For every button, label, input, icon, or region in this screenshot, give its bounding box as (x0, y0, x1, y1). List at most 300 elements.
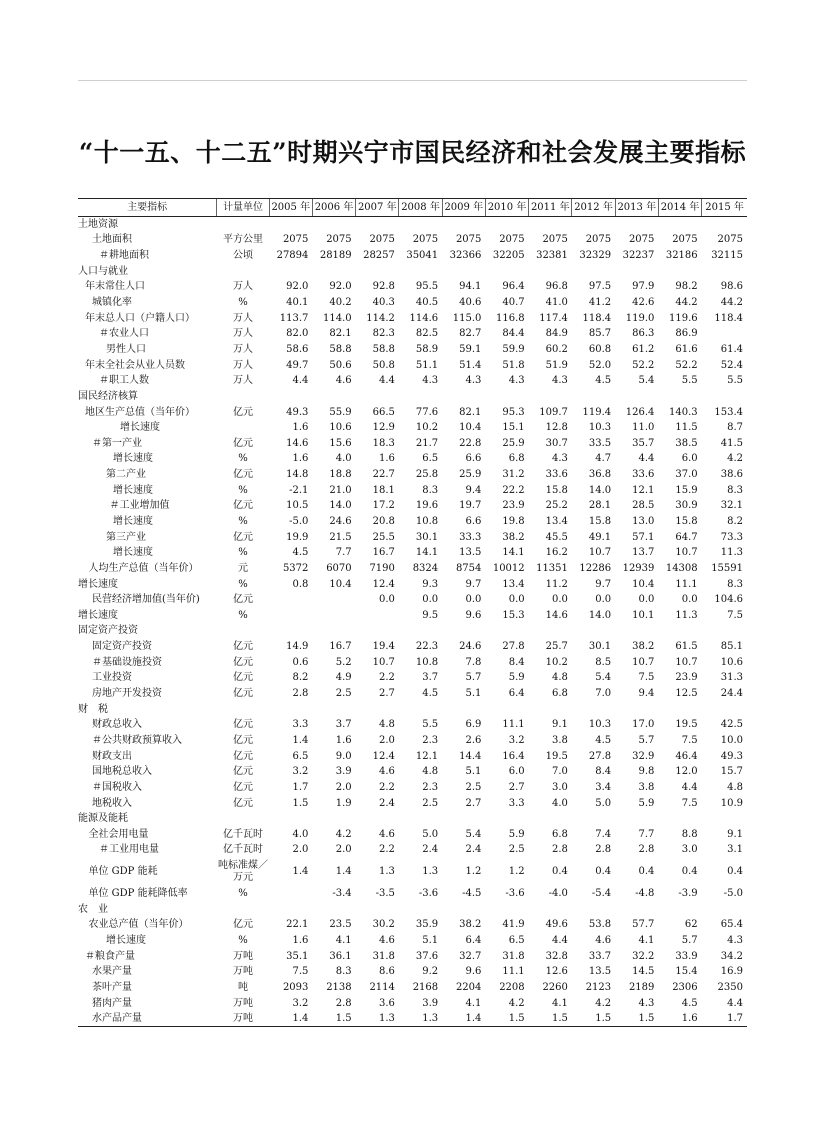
cell-value: 7.8 (465, 656, 482, 668)
table-row (78, 342, 747, 358)
cell-value: 65.4 (720, 919, 743, 931)
cell-value: 13.5 (459, 547, 482, 559)
cell-value: 13.4 (545, 515, 568, 527)
cell-value: 2075 (282, 234, 309, 246)
cell-value: 19.6 (415, 500, 439, 512)
cell-value: 8.3 (727, 484, 743, 496)
cell-value: 5372 (282, 562, 309, 574)
cell-value: 52.2 (675, 359, 698, 371)
cell-value: 4.4 (638, 453, 655, 465)
cell-value: 1.4 (442, 1011, 485, 1027)
cell-value: 40.1 (286, 297, 309, 309)
cell-value: 42.6 (632, 297, 655, 309)
cell-value: 16.7 (329, 641, 352, 653)
cell-value (356, 263, 399, 279)
cell-value: 11.0 (632, 422, 655, 434)
cell-value: 58.8 (372, 343, 395, 355)
row-label: ＃工业增加值 (109, 500, 170, 512)
cell-value: 2260 (542, 981, 568, 993)
cell-value: 11.1 (675, 578, 698, 590)
cell-value: 27.8 (588, 750, 612, 762)
cell-value: 114.6 (409, 312, 439, 324)
cell-value: 15.8 (675, 515, 698, 527)
cell-value: 32329 (579, 250, 612, 262)
table-row (78, 420, 747, 436)
cell-value: 40.3 (372, 297, 395, 309)
table-row (78, 576, 747, 592)
cell-value: 27894 (276, 250, 309, 262)
cell-value: 10.6 (720, 656, 743, 668)
cell-value: 10.3 (588, 719, 612, 731)
cell-value: 49.6 (545, 919, 568, 931)
cell-value: 4.2 (335, 828, 352, 840)
cell-value: 25.5 (372, 531, 395, 543)
cell-value: 2.4 (422, 844, 439, 856)
cell-value: 60.8 (588, 343, 612, 355)
cell-value: 2204 (455, 981, 482, 993)
row-unit: 亿千瓦时 (222, 828, 263, 840)
cell-value: 5.9 (508, 828, 525, 840)
cell-value: 12.8 (545, 422, 568, 434)
row-label: 固定资产投资 (92, 641, 152, 653)
cell-value: 11.1 (502, 719, 525, 731)
header-year: 2011 年 (529, 199, 572, 217)
cell-value: 2.8 (551, 844, 568, 856)
cell-value: 16.4 (502, 750, 525, 762)
table-row (78, 748, 747, 764)
cell-value: 18.1 (372, 484, 395, 496)
cell-value (356, 811, 399, 827)
cell-value: 5.7 (638, 734, 655, 746)
row-unit: 万吨 (232, 966, 253, 978)
cell-value (529, 263, 572, 279)
cell-value: 49.3 (720, 750, 743, 762)
cell-value: 9.3 (422, 578, 439, 590)
cell-value: 7.7 (638, 828, 655, 840)
row-unit: 亿元 (232, 766, 253, 778)
cell-value: 31.8 (372, 950, 395, 962)
cell-value (485, 811, 528, 827)
row-label: 地区生产总值（当年价） (85, 406, 195, 418)
cell-value: 22.3 (415, 641, 439, 653)
cell-value: 4.5 (422, 688, 439, 700)
cell-value: 51.4 (459, 359, 482, 371)
row-label: 农 业 (78, 903, 108, 915)
cell-value: 3.0 (681, 844, 698, 856)
cell-value: 7.5 (292, 966, 309, 978)
cell-value: 14308 (665, 562, 698, 574)
row-label: 增长速度 (106, 935, 146, 946)
header-year: 2007 年 (356, 199, 399, 217)
cell-value: 2.5 (335, 688, 352, 700)
table-row (78, 886, 747, 902)
cell-value: 32.7 (459, 950, 482, 962)
cell-value: 38.6 (720, 469, 743, 481)
cell-value: 8.4 (595, 766, 612, 778)
cell-value: 85.7 (588, 328, 612, 340)
cell-value: -3.6 (505, 888, 525, 900)
cell-value (702, 901, 747, 917)
cell-value: 58.9 (415, 343, 439, 355)
cell-value: 4.8 (422, 766, 439, 778)
cell-value: 10.4 (329, 578, 352, 590)
table-row (78, 686, 747, 702)
cell-value: 0.0 (508, 594, 525, 606)
cell-value: 4.8 (378, 719, 395, 731)
cell-value: 12.0 (675, 766, 698, 778)
cell-value: 9.7 (595, 578, 612, 590)
table-row (78, 995, 747, 1011)
cell-value: 2.4 (465, 844, 482, 856)
cell-value: 10.4 (459, 422, 482, 434)
cell-value (485, 263, 528, 279)
cell-value (356, 623, 399, 639)
row-unit (217, 217, 269, 233)
cell-value: 4.5 (681, 997, 698, 1009)
cell-value: 1.4 (269, 1011, 312, 1027)
cell-value: 104.6 (714, 594, 743, 606)
row-label: 单位 GDP 能耗降低率 (88, 888, 188, 900)
cell-value: 15.8 (545, 484, 568, 496)
table-row (78, 964, 747, 980)
cell-value: 31.3 (720, 672, 743, 684)
cell-value: 23.9 (502, 500, 525, 512)
row-unit: 万人 (232, 312, 253, 324)
cell-value (356, 389, 399, 405)
row-label: 增长速度 (78, 609, 118, 621)
cell-value: 50.8 (372, 359, 395, 371)
cell-value: 4.3 (638, 997, 655, 1009)
cell-value (356, 217, 399, 233)
cell-value: 8.2 (292, 672, 309, 684)
cell-value: 10.7 (372, 656, 395, 668)
cell-value: 2075 (326, 234, 352, 246)
cell-value: -5.0 (289, 515, 309, 527)
cell-value: 58.8 (329, 343, 352, 355)
cell-value: 7190 (369, 562, 395, 574)
cell-value: 6070 (326, 562, 352, 574)
cell-value: 4.4 (727, 997, 743, 1009)
cell-value: 6.5 (422, 453, 439, 465)
cell-value: 28189 (319, 250, 352, 262)
cell-value: 15.1 (502, 422, 525, 434)
cell-value: 4.2 (727, 453, 743, 465)
cell-value (572, 811, 615, 827)
cell-value: 77.6 (415, 406, 439, 418)
cell-value: 1.5 (485, 1011, 528, 1027)
cell-value: 60.2 (545, 343, 568, 355)
cell-value: 18.3 (372, 437, 395, 449)
cell-value: 50.6 (329, 359, 352, 371)
cell-value (442, 623, 485, 639)
row-unit: 万吨 (217, 1011, 269, 1027)
cell-value: 9.2 (422, 966, 439, 978)
cell-value: 40.2 (329, 297, 352, 309)
cell-value: 38.2 (632, 641, 655, 653)
cell-value: 35.1 (286, 950, 309, 962)
cell-value: 1.7 (292, 781, 309, 793)
header-year: 2013 年 (615, 199, 658, 217)
cell-value: 95.3 (502, 406, 525, 418)
cell-value: 8.8 (681, 828, 698, 840)
cell-value: 4.3 (551, 375, 568, 387)
cell-value: 5.7 (465, 672, 482, 684)
header-indicator: 主要指标 (78, 199, 217, 217)
cell-value: 2.5 (422, 797, 439, 809)
cell-value: 114.0 (323, 312, 352, 324)
cell-value: 49.7 (286, 359, 309, 371)
cell-value: 153.4 (714, 406, 743, 418)
cell-value: 31.2 (502, 469, 525, 481)
cell-value: -5.0 (723, 888, 743, 900)
row-unit: 吨 (237, 981, 248, 993)
cell-value: -3.9 (678, 888, 698, 900)
cell-value: 7.5 (727, 609, 743, 621)
cell-value: 1.2 (508, 866, 525, 878)
cell-value: 13.7 (632, 547, 655, 559)
cell-value: 4.6 (378, 935, 395, 946)
cell-value: 2.5 (508, 844, 525, 856)
cell-value: 33.3 (459, 531, 482, 543)
cell-value: 22.8 (459, 437, 482, 449)
cell-value: 9.1 (727, 828, 743, 840)
cell-value: 6.8 (551, 828, 568, 840)
cell-value (312, 263, 355, 279)
cell-value: 6.0 (508, 766, 525, 778)
cell-value (702, 326, 747, 342)
cell-value: 2.8 (595, 844, 612, 856)
cell-value: 97.5 (588, 281, 612, 293)
cell-value: 14.1 (502, 547, 525, 559)
cell-value (269, 217, 312, 233)
cell-value (529, 217, 572, 233)
cell-value: 14.8 (286, 469, 309, 481)
cell-value: 5.5 (727, 375, 743, 387)
row-unit: 亿元 (232, 641, 253, 653)
cell-value: 3.9 (335, 766, 352, 778)
cell-value: 1.3 (422, 866, 439, 878)
cell-value: 28.1 (588, 500, 612, 512)
row-label: ＃职工人数 (99, 375, 149, 387)
cell-value: 5.1 (465, 766, 482, 778)
cell-value: 8.3 (727, 578, 743, 590)
row-label: 增长速度 (78, 578, 118, 590)
cell-value: 4.3 (422, 375, 439, 387)
cell-value (529, 389, 572, 405)
row-label: 第二产业 (106, 469, 146, 481)
cell-value: 10.7 (675, 656, 698, 668)
row-label: ＃国税收入 (92, 781, 142, 793)
row-label: 第三产业 (106, 531, 146, 543)
cell-value (399, 701, 442, 717)
cell-value (615, 811, 658, 827)
cell-value: 3.2 (292, 997, 309, 1009)
cell-value: 3.3 (292, 719, 309, 731)
cell-value: 5.5 (422, 719, 439, 731)
cell-value: 33.9 (675, 950, 698, 962)
table-row (78, 561, 747, 577)
table-row (78, 764, 747, 780)
cell-value: 10012 (492, 562, 525, 574)
header-row (78, 199, 747, 217)
cell-value (269, 811, 312, 827)
cell-value: 0.0 (681, 594, 698, 606)
cell-value (399, 811, 442, 827)
table-row (78, 858, 747, 886)
cell-value: 3.2 (292, 766, 309, 778)
cell-value: 4.9 (335, 672, 352, 684)
row-label: 国地税总收入 (92, 766, 152, 778)
cell-value: 6.6 (465, 515, 482, 527)
cell-value (269, 389, 312, 405)
cell-value: 4.1 (465, 997, 482, 1009)
cell-value: 95.5 (415, 281, 439, 293)
cell-value: 2075 (412, 234, 439, 246)
row-label: 地税收入 (92, 797, 132, 809)
row-unit: % (238, 297, 248, 309)
cell-value: 2189 (628, 981, 655, 993)
cell-value: 17.0 (632, 719, 655, 731)
cell-value: 4.3 (551, 453, 568, 465)
cell-value: 82.5 (415, 328, 439, 340)
cell-value: 0.4 (595, 866, 612, 878)
cell-value: 2.8 (292, 688, 309, 700)
header-year: 2015 年 (702, 199, 747, 217)
cell-value: 10.7 (588, 547, 612, 559)
cell-value: 4.3 (508, 375, 525, 387)
cell-value: 19.4 (372, 641, 395, 653)
cell-value: 1.5 (529, 1011, 572, 1027)
row-unit: 亿元 (232, 406, 253, 418)
cell-value (269, 901, 312, 917)
cell-value: 2.3 (422, 734, 439, 746)
cell-value: 21.0 (329, 484, 352, 496)
cell-value: 109.7 (539, 406, 568, 418)
cell-value: 32237 (622, 250, 655, 262)
cell-value (442, 811, 485, 827)
table-row (78, 901, 747, 917)
table-row (78, 435, 747, 451)
cell-value: 94.1 (459, 281, 482, 293)
cell-value: 1.6 (335, 734, 352, 746)
row-unit: % (238, 578, 248, 590)
cell-value: 4.5 (595, 734, 612, 746)
cell-value: 2075 (672, 234, 698, 246)
cell-value: 119.4 (582, 406, 612, 418)
row-unit: 亿千瓦时 (222, 844, 263, 856)
cell-value: 2114 (369, 981, 395, 993)
cell-value (269, 608, 312, 624)
header-year: 2005 年 (269, 199, 312, 217)
cell-value: 33.6 (632, 469, 655, 481)
cell-value: 14.6 (286, 437, 309, 449)
cell-value: 5.0 (595, 797, 612, 809)
table-row (78, 654, 747, 670)
cell-value (312, 701, 355, 717)
cell-value: 1.5 (615, 1011, 658, 1027)
cell-value: 16.9 (720, 966, 743, 978)
cell-value: 27.8 (502, 641, 525, 653)
row-unit (217, 901, 269, 917)
cell-value: 5.4 (638, 375, 655, 387)
row-label: ＃粮食产量 (85, 950, 135, 962)
row-unit: 亿元 (232, 656, 253, 668)
cell-value: 9.1 (551, 719, 568, 731)
cell-value (312, 389, 355, 405)
row-unit: 元 (237, 562, 248, 574)
cell-value: 12939 (622, 562, 655, 574)
cell-value: 35041 (406, 250, 439, 262)
cell-value: 33.6 (545, 469, 568, 481)
cell-value: 9.4 (638, 688, 655, 700)
cell-value (269, 701, 312, 717)
cell-value: 8.2 (727, 515, 743, 527)
cell-value: 28257 (363, 250, 395, 262)
cell-value: 4.0 (335, 453, 352, 465)
cell-value (658, 623, 701, 639)
table-row (78, 467, 747, 483)
cell-value: 3.7 (335, 719, 352, 731)
cell-value: 32115 (711, 250, 743, 262)
cell-value: 51.9 (545, 359, 568, 371)
cell-value (658, 217, 701, 233)
cell-value: 53.8 (588, 919, 612, 931)
cell-value: 3.6 (378, 997, 395, 1009)
cell-value (615, 623, 658, 639)
table-row (78, 592, 747, 608)
cell-value: 1.6 (292, 935, 309, 946)
cell-value: 118.4 (582, 312, 612, 324)
row-label: 民营经济增加值(当年价) (92, 594, 200, 606)
cell-value: 2.0 (378, 734, 395, 746)
cell-value (485, 901, 528, 917)
row-label: 单位 GDP 能耗 (88, 866, 158, 878)
cell-value: 8.7 (727, 422, 743, 434)
cell-value: 36.1 (329, 950, 352, 962)
cell-value: 31.8 (502, 950, 525, 962)
row-label: 固定资产投资 (78, 625, 138, 637)
cell-value: 92.8 (372, 281, 395, 293)
cell-value: 15.6 (329, 437, 352, 449)
header-year: 2009 年 (442, 199, 485, 217)
cell-value: 12286 (579, 562, 612, 574)
cell-value: 59.1 (459, 343, 482, 355)
row-unit (217, 420, 269, 436)
cell-value: 119.6 (669, 312, 698, 324)
row-unit: 万吨 (232, 997, 253, 1009)
cell-value: 10.7 (675, 547, 698, 559)
cell-value: 9.0 (335, 750, 352, 762)
cell-value: 12.6 (545, 966, 568, 978)
cell-value: 0.0 (551, 594, 568, 606)
cell-value: 4.8 (727, 781, 743, 793)
cell-value: 2.0 (335, 781, 352, 793)
cell-value: 38.2 (459, 919, 482, 931)
row-label: 年末总人口（户籍人口） (85, 312, 195, 324)
cell-value: 4.6 (335, 375, 352, 387)
page-title: “十一五、十二五”时期兴宁市国民经济和社会发展主要指标 (78, 138, 747, 167)
cell-value (399, 901, 442, 917)
cell-value: 30.2 (372, 919, 395, 931)
cell-value: 4.6 (378, 828, 395, 840)
row-unit: 万人 (232, 375, 253, 387)
cell-value: 25.2 (545, 500, 568, 512)
row-unit: 亿元 (232, 750, 253, 762)
cell-value: 1.3 (356, 1011, 399, 1027)
table-row (78, 639, 747, 655)
cell-value: 8754 (455, 562, 482, 574)
row-label: 人口与就业 (78, 265, 128, 277)
